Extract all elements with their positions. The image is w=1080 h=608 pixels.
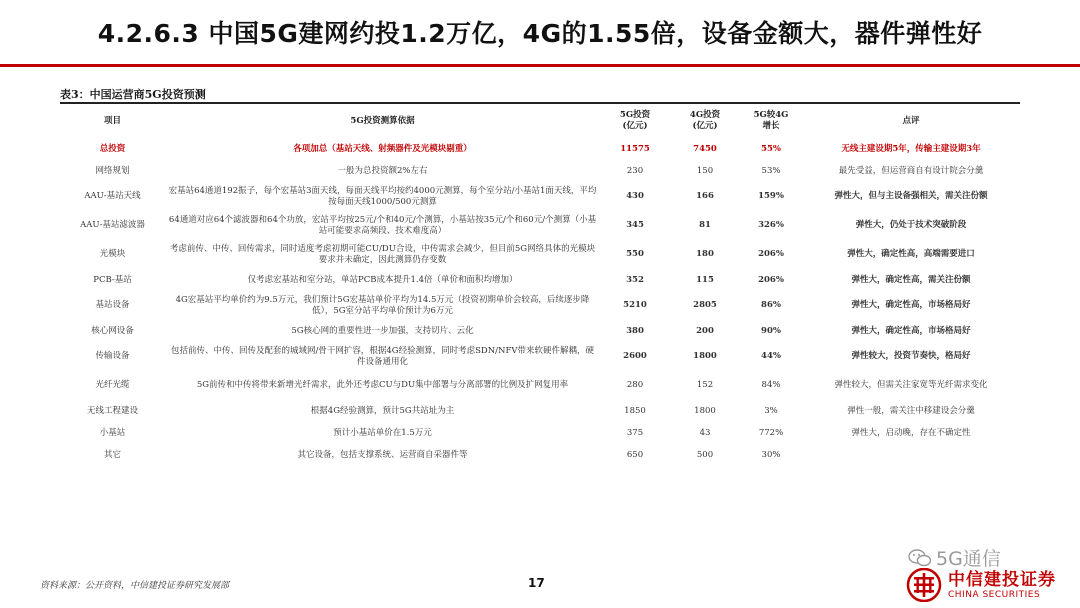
row-invest-5g: 11575 bbox=[620, 143, 650, 154]
table-row bbox=[60, 211, 1020, 240]
slide-title: 4.2.6.3 中国5G建网约投1.2万亿，4G的1.55倍，设备金额大，器件弹性好 bbox=[97, 19, 983, 48]
row-item: 小基站 bbox=[99, 427, 126, 438]
row-invest-4g: 2805 bbox=[693, 300, 717, 310]
row-invest-5g: 380 bbox=[626, 325, 644, 336]
row-comment: 弹性较大，投资节奏快，格局好 bbox=[851, 351, 971, 361]
row-comment: 弹性一般，需关注中移建设会分羹 bbox=[847, 405, 975, 416]
row-comment: 弹性大，但与主设备强相关，需关注份额 bbox=[834, 191, 988, 201]
header-invest-5g-line1: 5G投资 bbox=[619, 110, 651, 120]
row-basis: 5G核心网的重要性进一步加强，支持切片、云化 bbox=[291, 325, 474, 336]
row-invest-4g: 115 bbox=[696, 274, 714, 285]
row-comment: 弹性大，仍处于技术突破阶段 bbox=[855, 220, 967, 230]
page-number: 17 bbox=[528, 576, 545, 590]
header-comment: 点评 bbox=[902, 115, 920, 126]
table-row bbox=[60, 342, 1020, 371]
header-growth bbox=[740, 104, 802, 138]
table-row bbox=[60, 182, 1020, 211]
row-invest-5g: 230 bbox=[626, 165, 644, 176]
row-growth: 772% bbox=[758, 427, 784, 438]
row-basis: 4G宏基站平均单价约为9.5万元，我们预计5G宏基站单价平均为14.5万元（投资初期单价会较高，后续逐步降低），5G室分站平均单价预计为6万元 bbox=[175, 294, 590, 316]
header-invest-4g-line1: 4G投资 bbox=[689, 110, 721, 120]
row-basis: 其它设备，包括支撑系统、运营商自采器件等 bbox=[297, 449, 468, 460]
row-growth: 86% bbox=[761, 300, 781, 310]
row-invest-4g: 1800 bbox=[694, 405, 716, 416]
china-securities-logo bbox=[906, 568, 1056, 602]
row-basis: 各项加总（基站天线、射频器件及光模块剔重） bbox=[293, 143, 472, 154]
row-basis: 一般为总投资额2%左右 bbox=[337, 165, 428, 176]
row-invest-4g: 200 bbox=[696, 325, 714, 336]
row-comment: 弹性大，确定性高，高端需要进口 bbox=[847, 249, 975, 259]
row-invest-4g: 152 bbox=[696, 380, 714, 390]
row-comment bbox=[802, 444, 1020, 466]
wechat-watermark bbox=[908, 544, 1001, 571]
row-growth: 44% bbox=[761, 351, 781, 361]
row-invest-4g: 7450 bbox=[693, 143, 717, 154]
row-invest-5g: 345 bbox=[626, 220, 644, 230]
row-item: 光模块 bbox=[99, 249, 126, 259]
investment-table bbox=[60, 104, 1020, 466]
row-item: 总投资 bbox=[99, 143, 126, 154]
row-comment: 弹性大，启动晚，存在不确定性 bbox=[851, 427, 971, 438]
title-rule bbox=[0, 64, 1080, 67]
row-item: AAU-基站滤波器 bbox=[80, 220, 145, 230]
row-item: 基站设备 bbox=[95, 300, 130, 310]
logo-text-en: CHINA SECURITIES bbox=[948, 589, 1041, 600]
row-invest-5g: 352 bbox=[626, 274, 644, 285]
table-row bbox=[60, 444, 1020, 466]
row-invest-4g: 150 bbox=[696, 165, 714, 176]
table-row bbox=[60, 269, 1020, 291]
row-basis: 考虑前传、中传、回传需求，同时适度考虑初期可能CU/DU合设，中传需求会减少，但目前5G网络具体的光模块要求并未确定，因此测算仍存变数 bbox=[169, 243, 596, 265]
row-growth: 53% bbox=[761, 165, 781, 176]
header-invest-5g bbox=[600, 104, 670, 138]
header-invest-5g-line2: (亿元) bbox=[622, 121, 648, 131]
row-invest-5g: 5210 bbox=[623, 300, 647, 310]
row-basis: 根据4G经验测算，预计5G共站址为主 bbox=[310, 405, 455, 416]
row-growth: 206% bbox=[758, 274, 784, 285]
row-invest-5g: 280 bbox=[626, 380, 644, 390]
row-invest-5g: 550 bbox=[626, 249, 644, 259]
table-row bbox=[60, 400, 1020, 422]
row-comment: 弹性大，确定性高，市场格局好 bbox=[851, 300, 971, 310]
logo-text bbox=[948, 570, 1056, 601]
header-item: 项目 bbox=[103, 115, 121, 126]
row-item: 传输设备 bbox=[95, 351, 130, 361]
row-comment: 最先受益，但运营商自有设计院会分羹 bbox=[838, 165, 984, 176]
row-invest-4g: 166 bbox=[696, 191, 714, 201]
row-item: 其它 bbox=[103, 449, 121, 460]
table-row bbox=[60, 371, 1020, 400]
row-growth: 159% bbox=[758, 191, 784, 201]
row-invest-4g: 81 bbox=[699, 220, 711, 230]
header-basis: 5G投资测算依据 bbox=[350, 115, 415, 126]
row-comment: 弹性大，确定性高，需关注份额 bbox=[851, 274, 971, 285]
row-invest-5g: 430 bbox=[626, 191, 644, 201]
row-invest-4g: 43 bbox=[699, 427, 711, 438]
row-item: 光纤光缆 bbox=[95, 380, 130, 390]
footer-source: 资料来源：公开资料，中信建投证券研究发展部 bbox=[40, 581, 230, 591]
logo-text-cn: 中信建投证券 bbox=[948, 569, 1056, 590]
row-growth: 84% bbox=[761, 380, 781, 390]
row-comment: 弹性大，确定性高，市场格局好 bbox=[851, 325, 971, 336]
row-basis: 预计小基站单价在1.5万元 bbox=[333, 427, 432, 438]
header-growth-line1: 5G较4G bbox=[753, 110, 789, 120]
row-growth: 30% bbox=[761, 449, 781, 460]
row-basis: 仅考虑宏基站和室分站，单站PCB成本提升1.4倍（单价和面积均增加） bbox=[247, 274, 518, 285]
wechat-icon bbox=[908, 549, 932, 567]
table-row-total bbox=[60, 138, 1020, 160]
table-row bbox=[60, 320, 1020, 342]
row-growth: 90% bbox=[761, 325, 781, 336]
row-item: 网络规划 bbox=[95, 165, 130, 176]
row-basis: 宏基站64通道192振子，每个宏基站3面天线，每面天线平均按约4000元测算，每个室分站/小基站1面天线，平均按每面天线1000/500元测算 bbox=[168, 185, 597, 207]
row-invest-5g: 1850 bbox=[624, 405, 646, 416]
row-growth: 206% bbox=[758, 249, 784, 259]
header-invest-4g bbox=[670, 104, 740, 138]
china-securities-logo-icon bbox=[906, 568, 942, 602]
header-growth-line2: 增长 bbox=[762, 121, 780, 131]
row-item: AAU-基站天线 bbox=[84, 191, 141, 201]
table-caption: 表3：中国运营商5G投资预测 bbox=[60, 88, 206, 101]
row-comment: 弹性较大，但需关注家宽等光纤需求变化 bbox=[834, 380, 988, 390]
row-comment: 无线主建设期5年，传输主建设期3年 bbox=[841, 143, 981, 154]
table-row bbox=[60, 160, 1020, 182]
row-invest-4g: 500 bbox=[696, 449, 714, 460]
table-row bbox=[60, 422, 1020, 444]
row-basis: 包括前传、中传、回传及配套的城域网/骨干网扩容，根据4G经验测算，同时考虑SDN/NFV带来软硬件解耦，硬件设备通用化 bbox=[171, 345, 594, 367]
row-item: 无线工程建设 bbox=[86, 405, 138, 416]
header-invest-4g-line2: (亿元) bbox=[692, 121, 718, 131]
table-header-row bbox=[60, 104, 1020, 138]
row-growth: 326% bbox=[758, 220, 784, 230]
row-invest-5g: 650 bbox=[626, 449, 644, 460]
table-row bbox=[60, 291, 1020, 320]
row-item: PCB-基站 bbox=[93, 274, 132, 285]
row-invest-4g: 180 bbox=[696, 249, 714, 259]
watermark-text: 5G通信 bbox=[936, 548, 1001, 570]
row-growth: 3% bbox=[764, 405, 778, 416]
row-invest-5g: 375 bbox=[626, 427, 644, 438]
row-item: 核心网设备 bbox=[91, 325, 134, 336]
row-invest-5g: 2600 bbox=[623, 351, 647, 361]
row-basis: 5G前传和中传将带来新增光纤需求，此外还考虑CU与DU集中部署与分离部署的比例及扩网复用率 bbox=[196, 380, 569, 390]
table-row bbox=[60, 240, 1020, 269]
row-growth: 55% bbox=[761, 143, 781, 154]
row-invest-4g: 1800 bbox=[693, 351, 717, 361]
row-basis: 64通道对应64个滤波器和64个功放，宏站平均按25元/个和40元/个测算，小基站按35元/个和60元/个测算（小基站可能要求高频段、技术难度高） bbox=[168, 214, 597, 236]
